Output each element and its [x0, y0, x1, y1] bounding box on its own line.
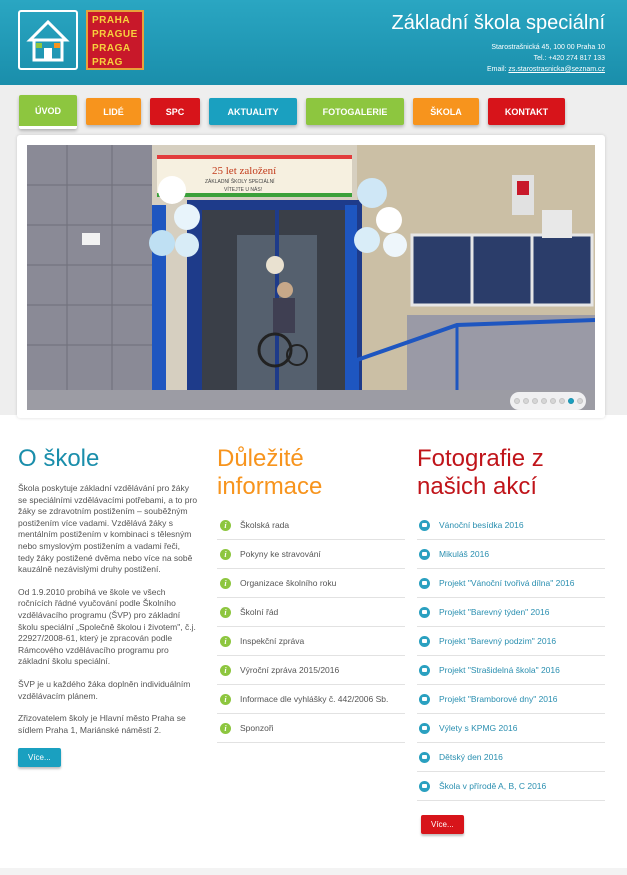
- info-list-item[interactable]: [217, 685, 405, 714]
- slider-dot[interactable]: [577, 398, 583, 404]
- about-paragraph: Škola poskytuje základní vzdělávání pro žáky se speciálními vzdělávacími potřebami, a to pro žáky se zdravotním postižením – souběžným postižením více vadami. Vzdělává žáky s mentálním postižením v kombinaci s tělesným nebo smyslovým postižením a vadami řeči, tedy žáky postižené dvěma nebo více na sobě kauzálně nezávislými druhy postižení.: [18, 483, 198, 575]
- photo-link[interactable]: Mikuláš 2016: [439, 549, 490, 559]
- praha-logo-line: PRAHA: [92, 15, 131, 26]
- nav-uvod[interactable]: ÚVOD: [19, 95, 77, 129]
- photos-title-line: našich akcí: [417, 473, 538, 500]
- photos-more-button[interactable]: Více...: [421, 815, 464, 834]
- camera-icon: [419, 636, 430, 647]
- info-icon: i: [220, 636, 231, 647]
- about-more-button[interactable]: Více...: [18, 748, 61, 767]
- nav-spc[interactable]: SPC: [150, 98, 200, 125]
- info-section: [217, 445, 405, 743]
- slide-photo[interactable]: [27, 145, 595, 410]
- photo-link[interactable]: Výlety s KPMG 2016: [439, 723, 518, 733]
- photo-list-item[interactable]: [417, 743, 605, 772]
- camera-icon: [419, 752, 430, 763]
- school-entrance-photo: [27, 145, 595, 410]
- photos-title-line: Fotografie z: [417, 445, 544, 472]
- nav-skola[interactable]: ŠKOLA: [413, 98, 479, 125]
- info-title-line: informace: [217, 473, 323, 500]
- email-link[interactable]: zs.starostrasnicka@seznam.cz: [508, 66, 605, 73]
- nav-lide[interactable]: LIDÉ: [86, 98, 141, 125]
- about-section: [18, 445, 198, 767]
- info-list-item[interactable]: [217, 569, 405, 598]
- camera-icon: [419, 578, 430, 589]
- photo-link[interactable]: Projekt "Bramborové dny" 2016: [439, 694, 558, 704]
- banner-title: 25 let založení: [212, 165, 277, 177]
- camera-icon: [419, 549, 430, 560]
- contact-info: [487, 42, 605, 75]
- slider-dot[interactable]: [559, 398, 565, 404]
- nav-aktuality[interactable]: AKTUALITY: [209, 98, 297, 125]
- info-list-item[interactable]: [217, 598, 405, 627]
- email-label: Email:: [487, 66, 507, 73]
- photo-link[interactable]: Projekt "Strašidelná škola" 2016: [439, 665, 560, 675]
- info-icon: i: [220, 520, 231, 531]
- camera-icon: [419, 781, 430, 792]
- address: Starostrašnická 45, 100 00 Praha 10: [491, 44, 605, 51]
- camera-icon: [419, 723, 430, 734]
- about-text: [18, 483, 198, 736]
- about-paragraph: ŠVP je u každého žáka doplněn individuálním vzdělávacím plánem.: [18, 678, 191, 701]
- info-list-item[interactable]: [217, 714, 405, 743]
- praha-logo-line: PRAGA: [92, 43, 131, 54]
- slider-dot[interactable]: [523, 398, 529, 404]
- photo-list-item[interactable]: [417, 772, 605, 801]
- info-list: [217, 511, 405, 743]
- about-paragraph: Zřizovatelem školy je Hlavní město Praha se sídlem Praha 1, Mariánské náměstí 2.: [18, 713, 186, 735]
- main-nav: [0, 95, 627, 135]
- slider-dot[interactable]: [532, 398, 538, 404]
- info-link[interactable]: Školní řád: [240, 607, 279, 617]
- info-icon: i: [220, 607, 231, 618]
- site-title: Základní škola speciální: [391, 12, 605, 34]
- info-link[interactable]: Inspekční zpráva: [240, 636, 305, 646]
- info-link[interactable]: Sponzoři: [240, 723, 274, 733]
- house-logo-icon: [20, 12, 76, 68]
- info-list-item[interactable]: [217, 511, 405, 540]
- photos-list: [417, 511, 605, 801]
- photo-list-item[interactable]: [417, 598, 605, 627]
- info-link[interactable]: Školská rada: [240, 520, 290, 530]
- slider-dot[interactable]: [514, 398, 520, 404]
- photo-link[interactable]: Vánoční besídka 2016: [439, 520, 524, 530]
- info-list-item[interactable]: [217, 627, 405, 656]
- about-paragraph: Od 1.9.2010 probíhá ve škole ve všech ročnících řádné vyučování podle Školního vzdělávacího programu (ŠVP) pro základní školu speciální „Společně školou i životem", č.j. 22927/2008-61, který je zpracován podle Rámcového vzdělávacího programu pro základní školu speciální.: [18, 586, 196, 667]
- photo-list-item[interactable]: [417, 540, 605, 569]
- photo-list-item[interactable]: [417, 511, 605, 540]
- info-title: [217, 445, 405, 501]
- photo-list-item[interactable]: [417, 627, 605, 656]
- phone: Tel.: +420 274 817 133: [533, 55, 605, 62]
- info-icon: i: [220, 723, 231, 734]
- info-icon: i: [220, 578, 231, 589]
- slider-dot[interactable]: [541, 398, 547, 404]
- info-title-line: Důležité: [217, 445, 304, 472]
- slider-dot[interactable]: [550, 398, 556, 404]
- info-icon: i: [220, 694, 231, 705]
- photo-link[interactable]: Dětský den 2016: [439, 752, 503, 762]
- photos-section: [417, 445, 605, 834]
- photo-link[interactable]: Škola v přírodě A, B, C 2016: [439, 781, 547, 791]
- banner-welcome: VÍTEJTE U NÁS!: [224, 187, 263, 193]
- photo-link[interactable]: Projekt "Barevný podzim" 2016: [439, 636, 557, 646]
- praha-logo[interactable]: [86, 10, 144, 70]
- footer-strip: [0, 868, 627, 875]
- camera-icon: [419, 607, 430, 618]
- photo-link[interactable]: Projekt "Vánoční tvořivá dílna" 2016: [439, 578, 575, 588]
- info-list-item[interactable]: [217, 656, 405, 685]
- nav-kontakt[interactable]: KONTAKT: [488, 98, 565, 125]
- photo-list-item[interactable]: [417, 685, 605, 714]
- info-list-item[interactable]: [217, 540, 405, 569]
- camera-icon: [419, 520, 430, 531]
- camera-icon: [419, 694, 430, 705]
- info-link[interactable]: Výroční zpráva 2015/2016: [240, 665, 340, 675]
- email-row: [487, 64, 605, 75]
- photos-title: [417, 445, 605, 501]
- school-logo[interactable]: [18, 10, 78, 70]
- site-header: [0, 0, 627, 85]
- slider-pagination: [510, 392, 586, 410]
- photo-link[interactable]: Projekt "Barevný týden" 2016: [439, 607, 550, 617]
- praha-logo-line: PRAG: [92, 57, 123, 68]
- info-icon: i: [220, 549, 231, 560]
- image-slider: [17, 135, 605, 418]
- photo-list-item[interactable]: [417, 569, 605, 598]
- info-icon: i: [220, 665, 231, 676]
- slider-dot[interactable]: [568, 398, 574, 404]
- photo-list-item[interactable]: [417, 714, 605, 743]
- camera-icon: [419, 665, 430, 676]
- info-link[interactable]: Pokyny ke stravování: [240, 549, 321, 559]
- info-link[interactable]: Informace dle vyhlášky č. 442/2006 Sb.: [240, 694, 389, 704]
- praha-logo-line: PRAGUE: [92, 29, 138, 40]
- banner-subtitle: ZÁKLADNÍ ŠKOLY SPECIÁLNÍ: [205, 179, 275, 185]
- nav-fotogalerie[interactable]: FOTOGALERIE: [306, 98, 404, 125]
- info-link[interactable]: Organizace školního roku: [240, 578, 337, 588]
- about-title: O škole: [18, 445, 100, 472]
- photo-list-item[interactable]: [417, 656, 605, 685]
